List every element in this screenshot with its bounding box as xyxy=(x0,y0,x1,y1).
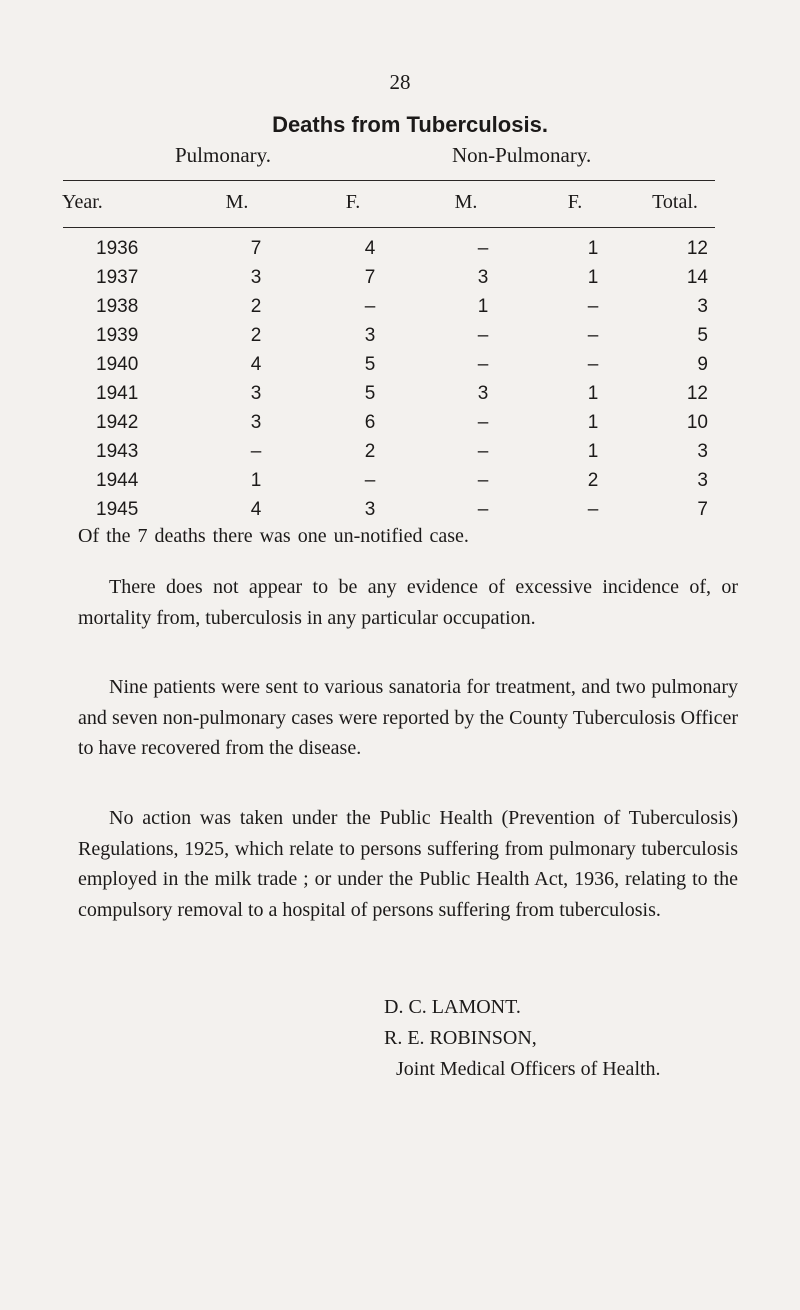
table-cell: 3 xyxy=(250,267,262,288)
table-cell: 6 xyxy=(364,412,376,433)
header-bottom-rule xyxy=(63,227,715,228)
page-number: 28 xyxy=(389,70,411,94)
table-cell: – xyxy=(587,499,599,520)
table-cell-total: 14 xyxy=(686,267,708,288)
table-title: Deaths from Tuberculosis. xyxy=(272,112,548,137)
table-cell-total: 12 xyxy=(686,238,708,259)
paragraph-occupation: There does not appear to be any evidence of excessive incidence of, or mortality from, tuberculosis in any particular occupation. xyxy=(78,576,738,629)
table-cell-total: 10 xyxy=(686,412,708,433)
signatory-title: Joint Medical Officers of Health. xyxy=(396,1058,661,1080)
table-cell: 7 xyxy=(250,238,262,259)
table-cell: 4 xyxy=(250,354,262,375)
total-column-header: Total. xyxy=(652,191,698,213)
signatory-robinson: R. E. ROBINSON, xyxy=(384,1027,537,1049)
table-row-year: 1939 xyxy=(96,325,139,346)
table-cell: 1 xyxy=(587,238,599,259)
table-cell: 4 xyxy=(250,499,262,520)
table-cell: – xyxy=(587,325,599,346)
table-cell: 4 xyxy=(364,238,376,259)
table-cell: 3 xyxy=(364,499,376,520)
table-cell-total: 3 xyxy=(697,441,708,462)
header-top-rule xyxy=(63,180,715,181)
table-cell-total: 9 xyxy=(697,354,708,375)
table-cell: 2 xyxy=(364,441,376,462)
non-pulmonary-female-header: F. xyxy=(567,191,583,213)
pulmonary-male-header: M. xyxy=(225,191,249,213)
table-cell: – xyxy=(364,470,376,491)
table-row-year: 1938 xyxy=(96,296,139,317)
table-cell: – xyxy=(250,441,262,462)
table-cell-total: 5 xyxy=(697,325,708,346)
signatory-lamont: D. C. LAMONT. xyxy=(384,996,521,1018)
table-row-year: 1945 xyxy=(96,499,139,520)
table-cell: – xyxy=(477,441,489,462)
paragraph-sanatoria: Nine patients were sent to various sanatoria for treatment, and two pulmonary and seven non-pulmonary cases were reported by the County Tuberculosis Officer to have recovered from the disease. xyxy=(78,676,738,759)
table-cell: – xyxy=(364,296,376,317)
table-cell: 1 xyxy=(250,470,262,491)
table-cell-total: 12 xyxy=(686,383,708,404)
year-column-header: Year. xyxy=(62,191,103,213)
table-cell: – xyxy=(587,296,599,317)
pulmonary-female-header: F. xyxy=(345,191,361,213)
table-cell: 1 xyxy=(587,383,599,404)
table-row-year: 1944 xyxy=(96,470,139,491)
table-cell: – xyxy=(477,354,489,375)
table-cell: 5 xyxy=(364,354,376,375)
table-cell: – xyxy=(477,238,489,259)
table-cell-total: 7 xyxy=(697,499,708,520)
table-cell: 2 xyxy=(587,470,599,491)
table-cell: 1 xyxy=(477,296,489,317)
table-cell: 3 xyxy=(477,383,489,404)
non-pulmonary-group-label: Non-Pulmonary. xyxy=(452,143,592,167)
table-row-year: 1942 xyxy=(96,412,139,433)
table-cell: 3 xyxy=(250,412,262,433)
non-pulmonary-male-header: M. xyxy=(454,191,478,213)
table-cell: 3 xyxy=(364,325,376,346)
paragraph-regulations: No action was taken under the Public Health (Prevention of Tuberculosis) Regulations, 1925, which relate to persons suffering from pulmonary tuberculosis employed in the milk trade ; or under the Public Health Act, 1936, relating to the compulsory removal to a hospital of persons suffering from tuberculosis. xyxy=(78,807,738,921)
table-cell: 3 xyxy=(477,267,489,288)
table-footnote: Of the 7 deaths there was one un-notified case. xyxy=(78,525,469,547)
table-row-year: 1940 xyxy=(96,354,139,375)
table-cell-total: 3 xyxy=(697,296,708,317)
table-cell: 1 xyxy=(587,441,599,462)
table-cell: – xyxy=(477,499,489,520)
table-cell: – xyxy=(587,354,599,375)
pulmonary-group-label: Pulmonary. xyxy=(175,143,272,167)
table-cell: 3 xyxy=(250,383,262,404)
table-cell: – xyxy=(477,412,489,433)
table-cell: 1 xyxy=(587,412,599,433)
table-row-year: 1936 xyxy=(96,238,139,259)
table-cell: 2 xyxy=(250,296,262,317)
table-row-year: 1937 xyxy=(96,267,139,288)
table-cell: 7 xyxy=(364,267,376,288)
table-cell: 1 xyxy=(587,267,599,288)
table-row-year: 1941 xyxy=(96,383,139,404)
table-cell: – xyxy=(477,325,489,346)
table-cell: 2 xyxy=(250,325,262,346)
table-cell: 5 xyxy=(364,383,376,404)
table-cell-total: 3 xyxy=(697,470,708,491)
table-row-year: 1943 xyxy=(96,441,139,462)
table-cell: – xyxy=(477,470,489,491)
